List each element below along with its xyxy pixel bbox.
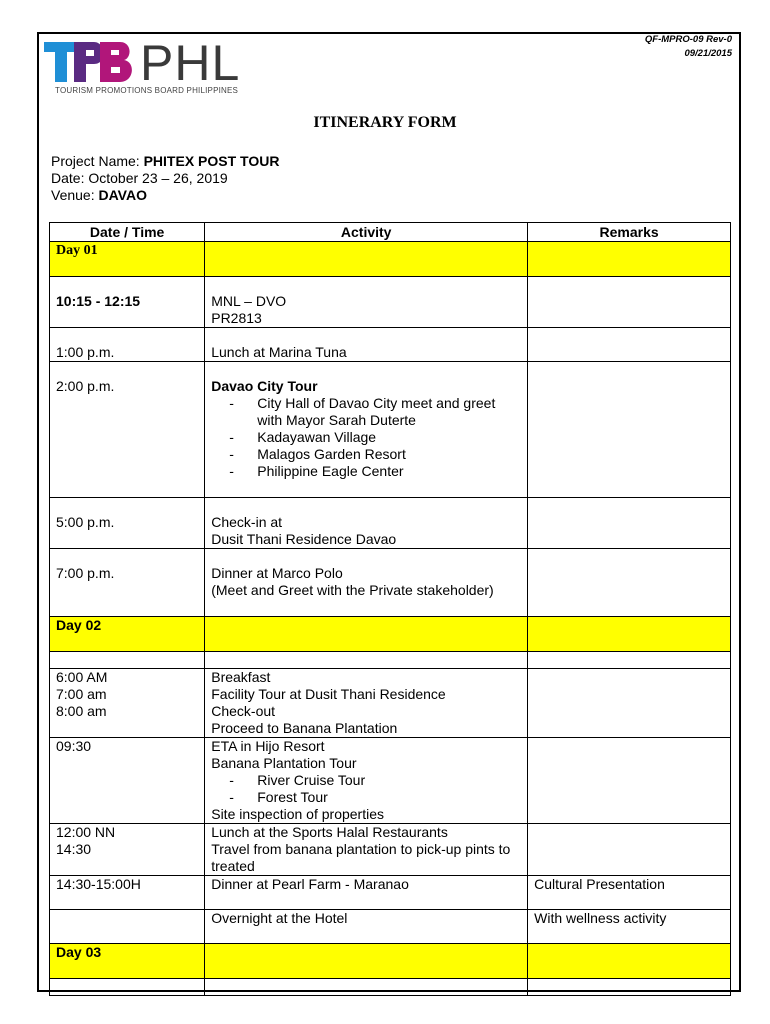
project-name-label: Project Name: <box>51 153 140 169</box>
table-header-row <box>50 223 731 242</box>
time-line: 7:00 am <box>56 686 107 702</box>
remarks-cell <box>528 277 731 328</box>
activity-line: MNL – DVO <box>211 293 287 309</box>
list-item: - City Hall of Davao City meet and greet with Mayor Sarah Duterte <box>229 395 521 429</box>
list-item: - Kadayawan Village <box>229 429 521 446</box>
table-row <box>50 910 731 944</box>
table-row <box>50 498 731 549</box>
date-label: Date: <box>51 170 85 186</box>
activity-line: Site inspection of properties <box>211 806 384 822</box>
time-cell <box>50 910 205 944</box>
activity-cell <box>205 824 528 876</box>
activity-cell <box>205 498 528 549</box>
activity-cell <box>205 362 528 498</box>
activity-line: Dusit Thani Residence Davao <box>211 531 397 547</box>
project-name-value: PHITEX POST TOUR <box>143 153 280 169</box>
list-item: - Forest Tour <box>229 789 521 806</box>
activity-title: Davao City Tour <box>211 378 318 394</box>
spacer-cell <box>205 979 528 996</box>
remarks-cell <box>528 669 731 738</box>
activity-line: ETA in Hijo Resort <box>211 738 325 754</box>
list-item: - Philippine Eagle Center <box>229 463 521 480</box>
venue-line <box>51 187 279 204</box>
time-cell: 5:00 p.m. <box>50 498 205 549</box>
time-cell <box>50 669 205 738</box>
venue-value: DAVAO <box>98 187 147 203</box>
table-row <box>50 549 731 617</box>
table-row <box>50 979 731 996</box>
time-line: 14:30 <box>56 841 92 857</box>
remarks-cell <box>528 328 731 362</box>
day-03-row <box>50 944 731 979</box>
spacer-cell <box>528 979 731 996</box>
day-01-remarks-cell <box>528 242 731 277</box>
date-line <box>51 170 279 187</box>
day-03-label: Day 03 <box>50 944 205 979</box>
activity-line: Facility Tour at Dusit Thani Residence <box>211 686 446 702</box>
activity-sublist <box>211 395 521 480</box>
remarks-cell <box>528 738 731 824</box>
project-meta <box>51 153 279 204</box>
day-01-label: Day 01 <box>50 242 205 277</box>
activity-line: Dinner at Marco Polo <box>211 565 343 581</box>
remarks-cell <box>528 824 731 876</box>
day-02-activity-cell <box>205 617 528 652</box>
spacer-cell <box>205 652 528 669</box>
activity-line: Breakfast <box>211 669 271 685</box>
list-item: - Malagos Garden Resort <box>229 446 521 463</box>
list-item: - River Cruise Tour <box>229 772 521 789</box>
activity-line: Check-in at <box>211 514 283 530</box>
logo-tagline: TOURISM PROMOTIONS BOARD PHILIPPINES <box>55 86 239 95</box>
activity-cell <box>205 738 528 824</box>
activity-cell <box>205 277 528 328</box>
spacer-cell <box>50 979 205 996</box>
activity-sublist <box>211 772 521 806</box>
activity-cell: Overnight at the Hotel <box>205 910 528 944</box>
time-cell <box>50 824 205 876</box>
time-line: 12:00 NN <box>56 824 116 840</box>
remarks-cell: With wellness activity <box>528 910 731 944</box>
activity-line: Travel from banana plantation to pick-up pints to treated <box>211 841 511 874</box>
activity-cell <box>205 669 528 738</box>
activity-line: Lunch at the Sports Halal Restaurants <box>211 824 448 840</box>
doc-code-number: QF-MPRO-09 Rev-0 <box>644 34 732 45</box>
time-cell: 14:30-15:00H <box>50 876 205 910</box>
time-line: 8:00 am <box>56 703 107 719</box>
itinerary-table <box>49 222 731 996</box>
activity-cell: Lunch at Marina Tuna <box>205 328 528 362</box>
tpb-logo <box>44 35 258 100</box>
form-title: ITINERARY FORM <box>313 114 457 131</box>
remarks-cell <box>528 498 731 549</box>
day-02-remarks-cell <box>528 617 731 652</box>
day-01-activity-cell <box>205 242 528 277</box>
day-01-row <box>50 242 731 277</box>
header-activity: Activity <box>205 223 528 242</box>
spacer-cell <box>50 652 205 669</box>
table-row <box>50 652 731 669</box>
project-name-line <box>51 153 279 170</box>
table-row <box>50 277 731 328</box>
header-date-time: Date / Time <box>50 223 205 242</box>
logo-phl-text: PHL <box>140 35 241 91</box>
remarks-cell <box>528 362 731 498</box>
time-cell: 09:30 <box>50 738 205 824</box>
activity-cell: Dinner at Pearl Farm - Maranao <box>205 876 528 910</box>
day-03-activity-cell <box>205 944 528 979</box>
table-row <box>50 876 731 910</box>
activity-line: Check-out <box>211 703 276 719</box>
time-cell: 2:00 p.m. <box>50 362 205 498</box>
remarks-cell: Cultural Presentation <box>528 876 731 910</box>
tpb-logo-mark <box>44 38 140 84</box>
doc-code-date: 09/21/2015 <box>684 48 732 59</box>
table-row <box>50 824 731 876</box>
activity-line: Banana Plantation Tour <box>211 755 357 771</box>
time-cell: 1:00 p.m. <box>50 328 205 362</box>
table-row <box>50 738 731 824</box>
table-row <box>50 362 731 498</box>
day-03-remarks-cell <box>528 944 731 979</box>
remarks-cell <box>528 549 731 617</box>
activity-line: (Meet and Greet with the Private stakeholder) <box>211 582 494 598</box>
spacer-cell <box>528 652 731 669</box>
day-02-row <box>50 617 731 652</box>
time-cell: 10:15 - 12:15 <box>50 277 205 328</box>
activity-cell <box>205 549 528 617</box>
header-remarks: Remarks <box>528 223 731 242</box>
time-line: 6:00 AM <box>56 669 108 685</box>
venue-label: Venue: <box>51 187 95 203</box>
date-value: October 23 – 26, 2019 <box>88 170 228 186</box>
table-row <box>50 669 731 738</box>
activity-line: PR2813 <box>211 310 262 326</box>
table-row <box>50 328 731 362</box>
activity-line: Proceed to Banana Plantation <box>211 720 398 736</box>
document-code <box>645 33 732 61</box>
time-cell: 7:00 p.m. <box>50 549 205 617</box>
day-02-label: Day 02 <box>50 617 205 652</box>
